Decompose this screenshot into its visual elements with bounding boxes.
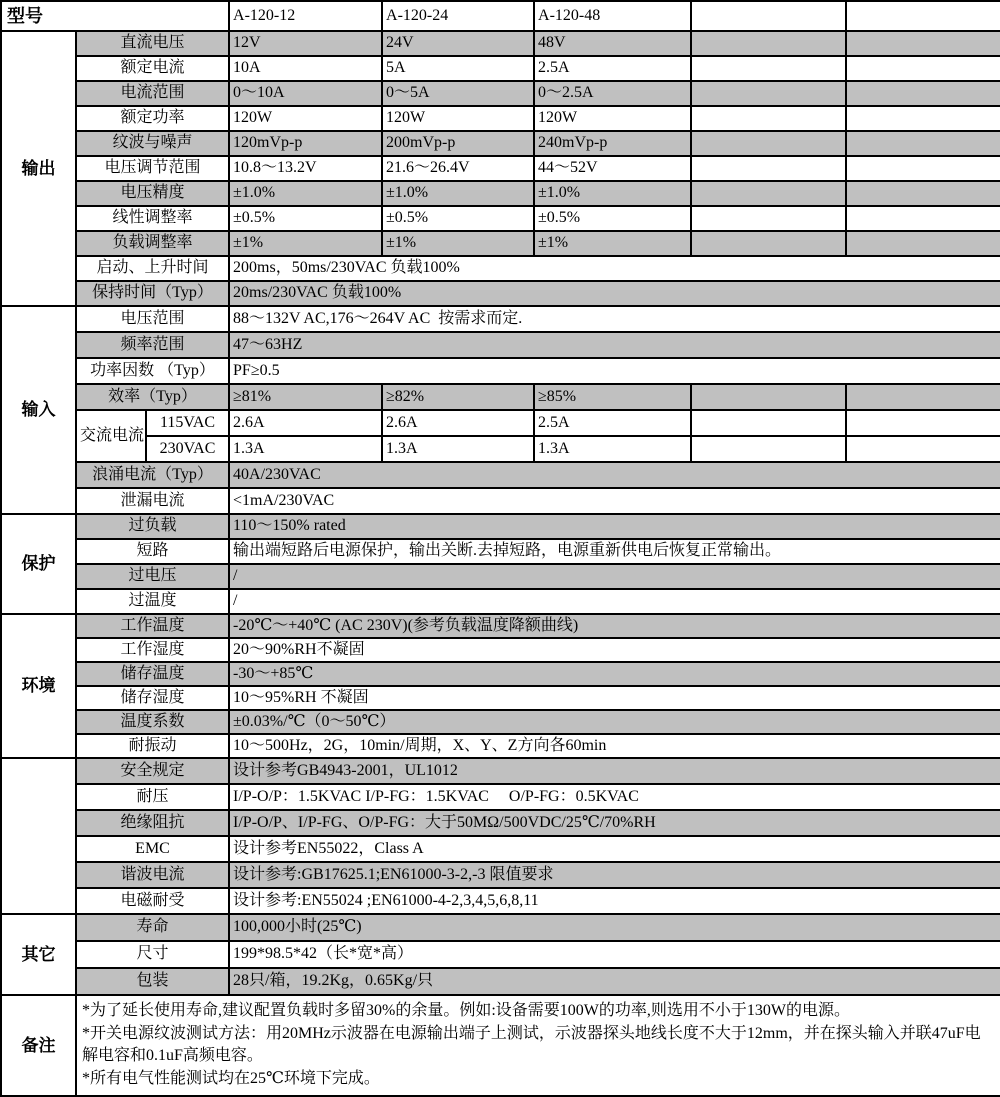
value-cell: 0～2.5A — [534, 81, 691, 106]
table-row — [1, 156, 1000, 181]
note-line: *所有电气性能测试均在25℃环境下完成。 — [82, 1070, 380, 1088]
row-label: 功率因数 （Typ） — [76, 358, 229, 384]
table-row — [1, 888, 1000, 914]
table-row — [1, 662, 1000, 686]
row-label: 尺寸 — [76, 941, 229, 968]
row-label: 温度系数 — [76, 710, 229, 734]
value-cell: I/P-O/P、I/P-FG、O/P-FG：大于50MΩ/500VDC/25℃/70%RH — [229, 810, 1000, 836]
value-cell: 设计参考EN55022，Class A — [229, 836, 1000, 862]
table-row — [1, 638, 1000, 662]
value-cell — [691, 131, 846, 156]
row-sublabel: 115VAC — [146, 410, 229, 436]
value-cell: ±1.0% — [534, 181, 691, 206]
row-label: 电压调节范围 — [76, 156, 229, 181]
value-cell: 设计参考:EN55024 ;EN61000-4-2,3,4,5,6,8,11 — [229, 888, 1000, 914]
section-label: 环境 — [1, 614, 76, 758]
notes-row — [1, 995, 1000, 1096]
value-cell: 10～95%RH 不凝固 — [229, 686, 1000, 710]
value-cell — [846, 231, 1000, 256]
value-cell: 0～5A — [382, 81, 534, 106]
section-label: 其它 — [1, 914, 76, 995]
row-label: 过电压 — [76, 564, 229, 589]
value-cell: 20ms/230VAC 负载100% — [229, 281, 1000, 306]
row-label: 负载调整率 — [76, 231, 229, 256]
value-cell: 240mVp-p — [534, 131, 691, 156]
table-row — [1, 410, 1000, 436]
row-label: 绝缘阻抗 — [76, 810, 229, 836]
value-cell — [691, 436, 846, 462]
value-cell — [846, 384, 1000, 410]
value-cell: -20℃～+40℃ (AC 230V)(参考负载温度降额曲线) — [229, 614, 1000, 638]
value-cell: ≥82% — [382, 384, 534, 410]
value-cell — [846, 106, 1000, 131]
table-row — [1, 968, 1000, 995]
table-row — [1, 488, 1000, 514]
row-label: 保持时间（Typ） — [76, 281, 229, 306]
row-label: 储存温度 — [76, 662, 229, 686]
section-label: 输出 — [1, 31, 76, 306]
value-cell: ≥81% — [229, 384, 382, 410]
value-cell: 200mVp-p — [382, 131, 534, 156]
value-cell — [691, 106, 846, 131]
value-cell — [846, 81, 1000, 106]
row-label: 储存湿度 — [76, 686, 229, 710]
table-row — [1, 539, 1000, 564]
value-cell: 1.3A — [534, 436, 691, 462]
row-label: 短路 — [76, 539, 229, 564]
row-label: 效率（Typ） — [76, 384, 229, 410]
value-cell — [846, 31, 1000, 56]
value-cell: 1.3A — [382, 436, 534, 462]
value-cell: 100,000小时(25℃) — [229, 914, 1000, 941]
value-cell: <1mA/230VAC — [229, 488, 1000, 514]
value-cell: / — [229, 589, 1000, 614]
value-cell: 199*98.5*42（长*宽*高） — [229, 941, 1000, 968]
value-cell: 10.8～13.2V — [229, 156, 382, 181]
model-name — [846, 1, 1000, 31]
table-row — [1, 810, 1000, 836]
row-label: 额定功率 — [76, 106, 229, 131]
value-cell: 40A/230VAC — [229, 462, 1000, 488]
row-label: 过温度 — [76, 589, 229, 614]
value-cell: 47～63HZ — [229, 332, 1000, 358]
row-label: 交流电流 — [76, 410, 146, 462]
table-row — [1, 862, 1000, 888]
value-cell: 20～90%RH不凝固 — [229, 638, 1000, 662]
value-cell: I/P-O/P：1.5KVAC I/P-FG：1.5KVAC O/P-FG：0.5KVAC — [229, 784, 1000, 810]
value-cell — [691, 156, 846, 181]
value-cell: ±0.03%/℃（0～50℃） — [229, 710, 1000, 734]
table-row — [1, 358, 1000, 384]
row-label: 耐振动 — [76, 734, 229, 758]
value-cell: ±1.0% — [229, 181, 382, 206]
row-label: 直流电压 — [76, 31, 229, 56]
value-cell: 1.3A — [229, 436, 382, 462]
value-cell: 120W — [382, 106, 534, 131]
table-row — [1, 181, 1000, 206]
row-label: 耐压 — [76, 784, 229, 810]
value-cell: 2.6A — [382, 410, 534, 436]
value-cell — [846, 410, 1000, 436]
table-row — [1, 564, 1000, 589]
value-cell — [691, 231, 846, 256]
table-row — [1, 941, 1000, 968]
value-cell: 0～10A — [229, 81, 382, 106]
note-line: *开关电源纹波测试方法：用20MHz示波器在电源输出端子上测试，示波器探头地线长度不大于12mm，并在探头输入并联47uF电解电容和0.1uF高频电容。 — [82, 1024, 981, 1065]
value-cell: ±1% — [534, 231, 691, 256]
table-row — [1, 758, 1000, 784]
value-cell: ±0.5% — [229, 206, 382, 231]
value-cell — [846, 436, 1000, 462]
value-cell: ±1% — [229, 231, 382, 256]
table-row — [1, 281, 1000, 306]
value-cell: ±1% — [382, 231, 534, 256]
table-row — [1, 614, 1000, 638]
row-label: 过负载 — [76, 514, 229, 539]
table-row — [1, 462, 1000, 488]
value-cell — [846, 131, 1000, 156]
value-cell: 28只/箱，19.2Kg，0.65Kg/只 — [229, 968, 1000, 995]
value-cell: 10～500Hz，2G，10min/周期，X、Y、Z方向各60min — [229, 734, 1000, 758]
value-cell — [846, 181, 1000, 206]
model-name: A-120-24 — [382, 1, 534, 31]
model-name: A-120-12 — [229, 1, 382, 31]
table-row — [1, 131, 1000, 156]
value-cell: / — [229, 564, 1000, 589]
row-label: 浪涌电流（Typ） — [76, 462, 229, 488]
row-label: 工作湿度 — [76, 638, 229, 662]
row-label: 安全规定 — [76, 758, 229, 784]
value-cell: PF≥0.5 — [229, 358, 1000, 384]
row-label: 包装 — [76, 968, 229, 995]
row-label: 频率范围 — [76, 332, 229, 358]
row-label: 线性调整率 — [76, 206, 229, 231]
model-header-label: 型号 — [1, 1, 229, 31]
row-label: 纹波与噪声 — [76, 131, 229, 156]
table-row — [1, 710, 1000, 734]
row-label: 泄漏电流 — [76, 488, 229, 514]
value-cell: 设计参考GB4943-2001，UL1012 — [229, 758, 1000, 784]
value-cell: 2.6A — [229, 410, 382, 436]
value-cell — [691, 206, 846, 231]
table-row — [1, 836, 1000, 862]
table-row — [1, 436, 1000, 462]
value-cell: ±1.0% — [382, 181, 534, 206]
value-cell: 120mVp-p — [229, 131, 382, 156]
row-label: 电压范围 — [76, 306, 229, 332]
value-cell: 5A — [382, 56, 534, 81]
row-label: 启动、上升时间 — [76, 256, 229, 281]
table-row — [1, 306, 1000, 332]
value-cell: 2.5A — [534, 56, 691, 81]
value-cell: 12V — [229, 31, 382, 56]
notes-content — [76, 995, 1000, 1096]
value-cell: 120W — [229, 106, 382, 131]
table-row — [1, 514, 1000, 539]
table-row — [1, 734, 1000, 758]
value-cell: 24V — [382, 31, 534, 56]
value-cell: 88～132V AC,176～264V AC 按需求而定. — [229, 306, 1000, 332]
value-cell — [846, 206, 1000, 231]
row-label: 电流范围 — [76, 81, 229, 106]
note-line: *为了延长使用寿命,建议配置负载时多留30%的余量。例如:设备需要100W的功率,则选用不小于130W的电源。 — [82, 1002, 850, 1019]
value-cell: ±0.5% — [382, 206, 534, 231]
row-label: 工作温度 — [76, 614, 229, 638]
section-label: 输入 — [1, 306, 76, 514]
row-label: 额定电流 — [76, 56, 229, 81]
table-row — [1, 231, 1000, 256]
row-label: 谐波电流 — [76, 862, 229, 888]
value-cell — [691, 410, 846, 436]
value-cell — [691, 81, 846, 106]
table-row — [1, 914, 1000, 941]
table-row — [1, 206, 1000, 231]
table-row — [1, 81, 1000, 106]
value-cell: 设计参考:GB17625.1;EN61000-3-2,-3 限值要求 — [229, 862, 1000, 888]
row-label: 电压精度 — [76, 181, 229, 206]
model-name — [691, 1, 846, 31]
section-label: 保护 — [1, 514, 76, 614]
value-cell: 21.6～26.4V — [382, 156, 534, 181]
value-cell — [691, 56, 846, 81]
value-cell — [691, 181, 846, 206]
value-cell: 输出端短路后电源保护，输出关断.去掉短路，电源重新供电后恢复正常输出。 — [229, 539, 1000, 564]
value-cell: 200ms，50ms/230VAC 负载100% — [229, 256, 1000, 281]
table-row — [1, 31, 1000, 56]
table-row — [1, 106, 1000, 131]
value-cell: -30～+85℃ — [229, 662, 1000, 686]
section-label — [1, 758, 76, 914]
value-cell: ±0.5% — [534, 206, 691, 231]
value-cell: 10A — [229, 56, 382, 81]
value-cell — [691, 31, 846, 56]
row-sublabel: 230VAC — [146, 436, 229, 462]
value-cell — [846, 156, 1000, 181]
value-cell: 120W — [534, 106, 691, 131]
table-row — [1, 332, 1000, 358]
value-cell: 2.5A — [534, 410, 691, 436]
value-cell: 44～52V — [534, 156, 691, 181]
value-cell — [691, 384, 846, 410]
table-row — [1, 589, 1000, 614]
table-row — [1, 256, 1000, 281]
table-row — [1, 686, 1000, 710]
table-row — [1, 384, 1000, 410]
value-cell: 110～150% rated — [229, 514, 1000, 539]
header-row — [1, 1, 1000, 31]
notes-label: 备注 — [1, 995, 76, 1096]
value-cell: 48V — [534, 31, 691, 56]
table-row — [1, 784, 1000, 810]
value-cell — [846, 56, 1000, 81]
table-row — [1, 56, 1000, 81]
value-cell: ≥85% — [534, 384, 691, 410]
row-label: 寿命 — [76, 914, 229, 941]
row-label: EMC — [76, 836, 229, 862]
model-name: A-120-48 — [534, 1, 691, 31]
row-label: 电磁耐受 — [76, 888, 229, 914]
